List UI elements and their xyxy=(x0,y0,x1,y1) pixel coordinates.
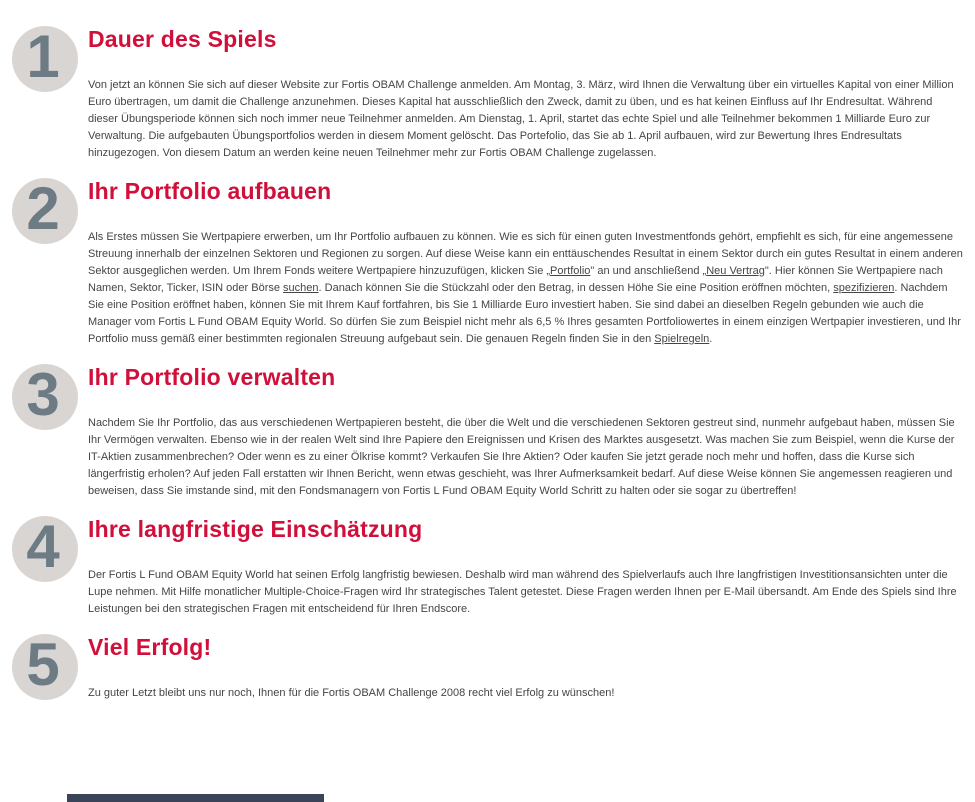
inline-link[interactable]: suchen xyxy=(283,282,319,294)
section-title: Ihr Portfolio verwalten xyxy=(88,364,336,390)
step-number-badge xyxy=(12,361,78,430)
inline-link[interactable]: Portfolio xyxy=(550,265,591,277)
footer-bar xyxy=(67,794,324,802)
section-title: Ihre langfristige Einschätzung xyxy=(88,516,423,542)
inline-link[interactable]: spezifizieren xyxy=(833,282,895,294)
step-number-badge xyxy=(12,513,78,582)
section xyxy=(0,631,963,702)
section xyxy=(0,513,963,618)
section xyxy=(0,175,963,348)
section-title: Viel Erfolg! xyxy=(88,634,212,660)
section-paragraph: Nachdem Sie Ihr Portfolio, das aus verschiedenen Wertpapieren besteht, die über die Welt und die verschiedenen Sektoren gestreut sind, nunmehr aufgebaut haben, müssen Sie Ihr Vermögen verwalten. Ebenso wie in der realen Welt sind Ihre Papiere den Ereignissen und Krisen des Marktes ausgesetzt. Was machen Sie zum Beispiel, wenn die Kurse der IT-Aktien zusammenbrechen? Oder wenn es zu einer Ölkrise kommt? Verkaufen Sie Ihre Aktien? Oder kaufen Sie jetzt gerade noch mehr und hoffen, dass die Kurse sich längerfristig erholen? Auf jeden Fall erstatten wir Ihnen Bericht, wenn etwas geschieht, was Ihrer Aufmerksamkeit bedarf. Auf diese Weise können Sie angemessen reagieren und beweisen, dass Sie imstande sind, mit den Fondsmanagern von Fortis L Fund OBAM Equity World Schritt zu halten oder sie sogar zu übertreffen! xyxy=(88,417,955,497)
step-number: 1 xyxy=(26,23,60,90)
section-paragraph: Von jetzt an können Sie sich auf dieser Website zur Fortis OBAM Challenge anmelden. Am Montag, 3. März, wird Ihnen die Verwaltung über ein virtuelles Kapital von einer Million Euro übertragen, um damit die Challenge anzunehmen. Dieses Kapital hat ausschließlich den Zweck, damit zu üben, und es hat keinen Einfluss auf Ihr Endresultat. Während dieser Übungsperiode können sich noch immer neue Teilnehmer anmelden. Am Dienstag, 1. April, startet das echte Spiel und alle Teilnehmer bekommen 1 Milliarde Euro zur Verwaltung. Die aufgebauten Übungsportfolios werden in diesem Moment gelöscht. Das Portefolio, das Sie ab 1. April aufbauen, wird zur Bewertung Ihres Endresultats hinzugezogen. Von diesem Datum an werden keine neuen Teilnehmer mehr zur Fortis OBAM Challenge zugelassen. xyxy=(88,79,954,159)
step-number-badge xyxy=(12,175,78,244)
step-number-badge xyxy=(12,631,78,700)
step-number-badge xyxy=(12,23,78,92)
inline-link[interactable]: Neu Vertrag xyxy=(706,265,765,277)
step-number: 5 xyxy=(26,631,60,698)
section-title: Ihr Portfolio aufbauen xyxy=(88,178,332,204)
section xyxy=(0,361,963,500)
section xyxy=(0,23,963,162)
step-number: 3 xyxy=(26,361,60,428)
section-paragraph: Als Erstes müssen Sie Wertpapiere erwerben, um Ihr Portfolio aufbauen zu können. Wie es sich für einen guten Investmentfonds gehört, empfiehlt es sich, für eine angemessene Streuung innerhalb der einzelnen Sektoren und Regionen zu sorgen. Auf diese Weise kann ein enttäuschendes Resultat in einem Sektor durch ein gutes Resultat in einem anderen Sektor ausgeglichen werden. Um Ihrem Fonds weitere Wertpapiere hinzuzufügen, klicken Sie „Portfolio" an und anschließend „Neu Vertrag". Hier können Sie Wertpapiere nach Namen, Sektor, Ticker, ISIN oder Börse suchen. Danach können Sie die Stückzahl oder den Betrag, in dessen Höhe Sie eine Position eröffnen möchten, spezifizieren. Nachdem Sie eine Position eröffnet haben, können Sie mit Ihrem Kauf fortfahren, bis Sie 1 Milliarde Euro investiert haben. Sie sind dabei an dieselben Regeln gebunden wie auch die Manager vom Fortis L Fund OBAM Equity World. So dürfen Sie zum Beispiel nicht mehr als 6,5 % Ihres gesamten Portfoliowertes in einem einzigen Wertpapier investieren, und Ihr Portfolio muss gemäß einer bestimmten regionalen Streuung aufgebaut sein. Die genauen Regeln finden Sie in den Spielregeln. xyxy=(88,231,963,345)
step-number: 2 xyxy=(26,175,60,242)
inline-link[interactable]: Spielregeln xyxy=(654,333,710,345)
section-paragraph: Zu guter Letzt bleibt uns nur noch, Ihnen für die Fortis OBAM Challenge 2008 recht viel Erfolg zu wünschen! xyxy=(88,687,615,699)
step-number: 4 xyxy=(26,513,60,580)
section-paragraph: Der Fortis L Fund OBAM Equity World hat seinen Erfolg langfristig bewiesen. Deshalb wird man während des Spielverlaufs auch Ihre langfristigen Investitionsansichten unter die Lupe nehmen. Mit Hilfe monatlicher Multiple-Choice-Fragen wird Ihr strategisches Talent getestet. Diese Fragen werden Ihnen per E-Mail übersandt. Am Ende des Spiels sind Ihre Leistungen bei den strategischen Fragen mit entscheidend für Ihren Endscore. xyxy=(88,569,957,615)
section-title: Dauer des Spiels xyxy=(88,26,277,52)
